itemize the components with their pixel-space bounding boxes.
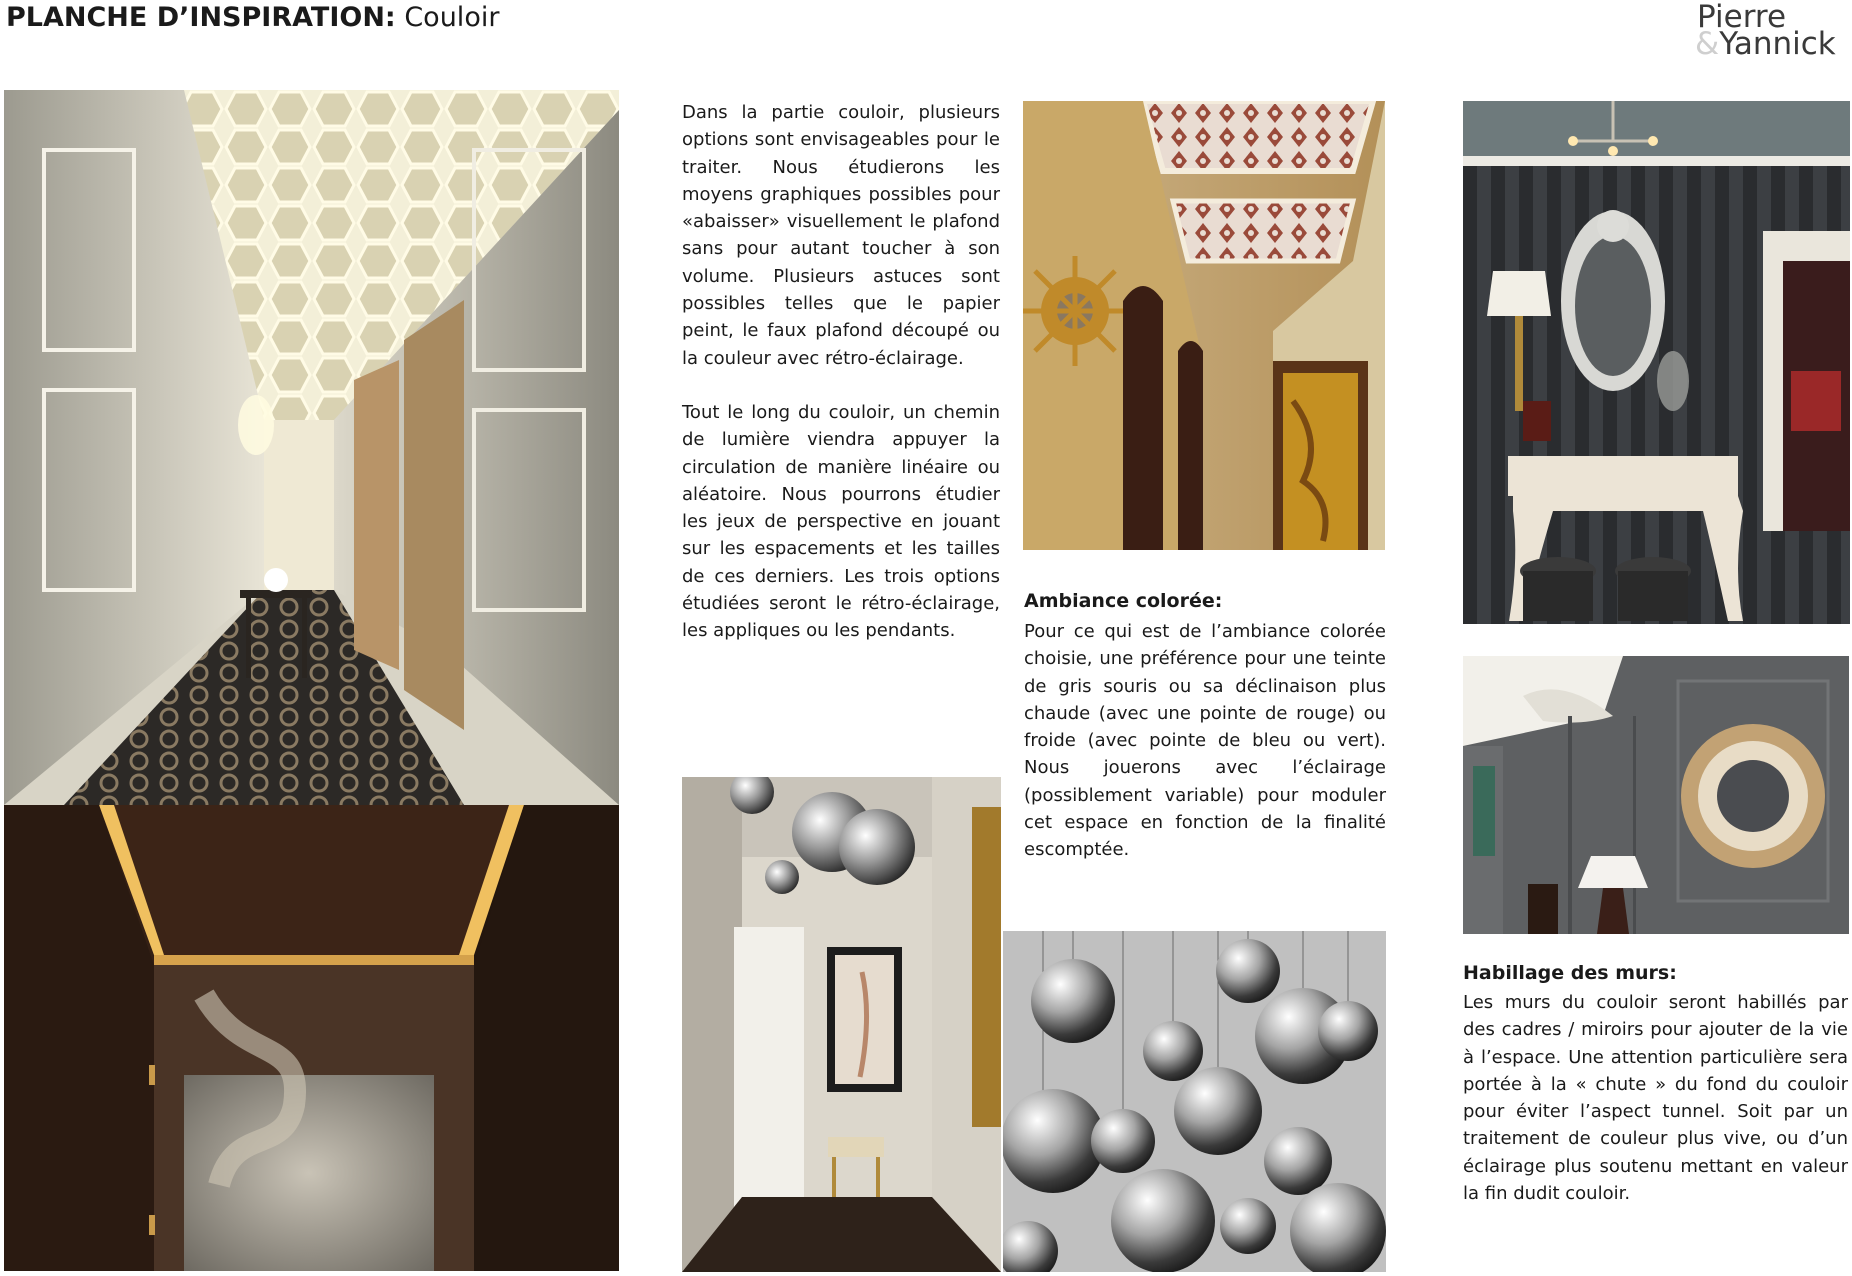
ambiance-paragraph: Pour ce qui est de l’ambiance colorée choisie, une préférence pour une teinte de gris souris ou sa déclinaison plus chaude (avec une pointe de rouge) ou froide (avec pointe de bleu ou vert). Nous jouerons avec l’éclairage (possiblement variable) pour moduler cet espace en fonction de la finalité escomptée. [1024,621,1386,861]
logo-line2-text: Yannick [1719,26,1836,62]
intro-text [682,99,1000,645]
photo-chrome-globes [1003,931,1386,1272]
page-title [6,2,499,33]
habillage-heading: Habillage des murs: [1463,962,1677,984]
title-bold: PLANCHE D’INSPIRATION: [6,2,396,33]
logo-ampersand: & [1695,26,1720,62]
logo-line1: Pierre [1697,0,1787,35]
ambiance-text [1024,618,1386,864]
photo-grey-wall-round-mirror [1463,656,1849,934]
intro-paragraph-1: Dans la partie couloir, plusieurs options sont envisageables pour le traiter. Nous étudierons les moyens graphiques possibles pour «abaisser» visuellement le plafond sans pour autant toucher à son volume. Plusieurs astuces sont possibles telles que le papier peint, le faux plafond découpé ou la couleur avec rétro-éclairage. [682,102,1000,369]
logo-line2 [1695,26,1836,62]
photo-pendant-hallway [682,777,1001,1272]
photo-backlit-wood-corridor [4,805,619,1271]
photo-venetian-mirror-console [1463,101,1850,624]
photo-honeycomb-hallway [4,90,619,805]
habillage-paragraph: Les murs du couloir seront habillés par des cadres / miroirs pour ajouter de la vie à l’espace. Une attention particulière sera portée à la « chute » du fond du couloir pour éviter l’aspect tunnel. Soit par un traitement de couleur plus vive, ou d’un éclairage plus soutenu mettant en valeur la fin dudit couloir. [1463,992,1848,1205]
intro-paragraph-2: Tout le long du couloir, un chemin de lumière viendra appuyer la circulation de manière linéaire ou aléatoire. Nous pourrons étudier les jeux de perspective en jouant sur les espacements et les tailles de ces derniers. Les trois options étudiées seront le rétro-éclairage, les appliques ou les pendants. [682,401,1000,642]
brand-logo [1695,2,1847,62]
ambiance-heading: Ambiance colorée: [1024,590,1223,612]
title-subject: Couloir [404,2,500,33]
photo-sunburst-mirror-corridor [1023,101,1385,550]
habillage-text [1463,989,1848,1207]
